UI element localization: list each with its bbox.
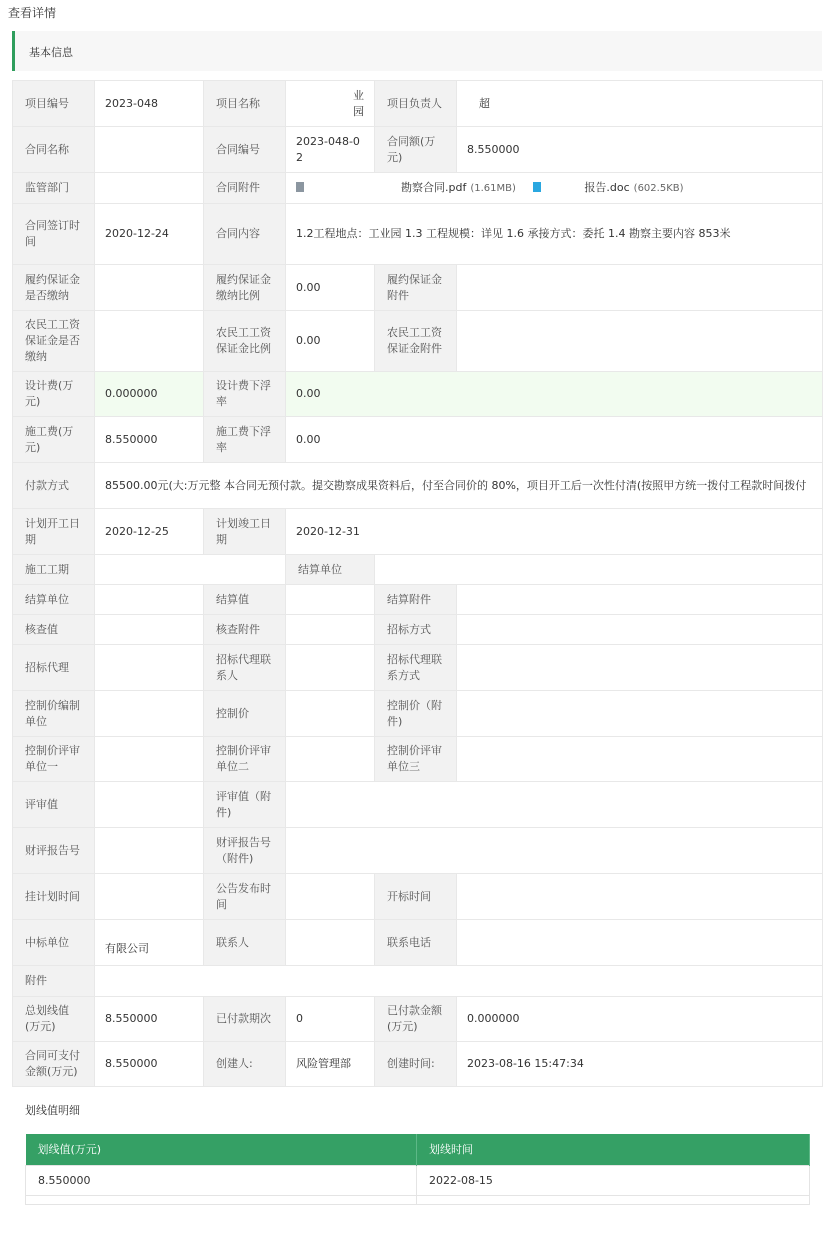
value-contract-attachments [286,173,823,204]
value-wage-bond-paid [95,311,204,372]
page-title: 查看详情 [8,6,57,20]
label-creator: 创建人: [204,1042,286,1087]
label-project-no: 项目编号 [13,81,95,127]
info-row [13,645,823,691]
value-project-leader: 超 [457,81,823,127]
value-audit-value [95,615,204,645]
value-review-value [95,782,204,828]
label-contact-person: 联系人 [204,920,286,966]
info-row [13,828,823,874]
value-announce-time [286,874,375,920]
value-control-price [286,691,375,737]
value-agent-contact [286,645,375,691]
value-bond-ratio: 0.00 [286,265,375,311]
label-bid-open-time: 开标时间 [375,874,457,920]
value-contact-person [286,920,375,966]
detail-cell-empty [417,1195,810,1204]
label-review-unit-2: 控制价评审单位二 [204,737,286,782]
table-row [26,1165,810,1195]
info-row [13,874,823,920]
label-settlement-attachment: 结算附件 [375,585,457,615]
value-control-price-unit [95,691,204,737]
value-construction-fee-rate: 0.00 [286,417,823,463]
info-row [13,555,823,585]
value-settlement-unit-b [375,555,823,585]
info-table [12,80,823,1087]
info-row [13,782,823,828]
value-paid-periods: 0 [286,997,375,1042]
label-wage-bond-ratio: 农民工工资保证金比例 [204,311,286,372]
detail-header-time: 划线时间 [417,1134,810,1165]
value-total-line-value: 8.550000 [95,997,204,1042]
label-audit-attachment: 核查附件 [204,615,286,645]
value-sign-date: 2020-12-24 [95,204,204,265]
label-total-line-value: 总划线值(万元) [13,997,95,1042]
label-control-price: 控制价 [204,691,286,737]
label-supervisor-dept: 监管部门 [13,173,95,204]
value-design-fee: 0.000000 [95,372,204,417]
label-project-leader: 项目负责人 [375,81,457,127]
info-row [13,463,823,509]
value-review-unit-2 [286,737,375,782]
label-bond-attachment: 履约保证金附件 [375,265,457,311]
label-design-fee: 设计费(万元) [13,372,95,417]
label-contact-phone: 联系电话 [375,920,457,966]
value-fin-report-attachment [286,828,823,874]
value-audit-attachment [286,615,375,645]
label-announce-time: 公告发布时间 [204,874,286,920]
label-review-value-attachment: 评审值（附件) [204,782,286,828]
label-design-fee-rate: 设计费下浮率 [204,372,286,417]
info-row [13,1042,823,1087]
detail-cell-empty [26,1195,417,1204]
label-planned-end: 计划竣工日期 [204,509,286,555]
value-contract-amount: 8.550000 [457,127,823,173]
label-fin-report-attachment: 财评报告号（附件) [204,828,286,874]
value-bond-paid [95,265,204,311]
label-planned-start: 计划开工日期 [13,509,95,555]
attachment-size: (1.61MB) [470,182,516,194]
attachment-name: 勘察合同.pdf [401,180,467,194]
value-review-value-attachment [286,782,823,828]
info-row [13,311,823,372]
value-payable-amount: 8.550000 [95,1042,204,1087]
info-row [13,372,823,417]
value-contract-name [95,127,204,173]
label-plan-time: 挂计划时间 [13,874,95,920]
value-settlement-value [286,585,375,615]
info-row [13,265,823,311]
attachment-doc[interactable] [533,180,683,197]
value-construction-period [95,555,286,585]
value-contract-no: 2023-048-02 [286,127,375,173]
label-agent-phone: 招标代理联系方式 [375,645,457,691]
label-settlement-unit: 结算单位 [13,585,95,615]
label-wage-bond-paid: 农民工工资保证金是否缴纳 [13,311,95,372]
attachment-pdf[interactable] [296,180,516,197]
label-wage-bond-attachment: 农民工工资保证金附件 [375,311,457,372]
value-winning-unit: 有限公司 [95,920,204,966]
label-contract-no: 合同编号 [204,127,286,173]
attachment-size: (602.5KB) [633,182,684,194]
label-construction-fee: 施工费(万元) [13,417,95,463]
value-review-unit-1 [95,737,204,782]
label-settlement-value: 结算值 [204,585,286,615]
section-header [12,31,822,71]
label-settlement-unit-b: 结算单位 [286,555,375,585]
label-construction-fee-rate: 施工费下浮率 [204,417,286,463]
value-planned-end: 2020-12-31 [286,509,823,555]
label-construction-period: 施工工期 [13,555,95,585]
value-created-time: 2023-08-16 15:47:34 [457,1042,823,1087]
info-row [13,737,823,782]
label-audit-value: 核查值 [13,615,95,645]
value-review-unit-3 [457,737,823,782]
value-bond-attachment [457,265,823,311]
label-paid-amount: 已付款金额(万元) [375,997,457,1042]
info-row [13,920,823,966]
info-row [13,81,823,127]
value-contact-phone [457,920,823,966]
info-row [13,997,823,1042]
info-row [13,691,823,737]
label-contract-content: 合同内容 [204,204,286,265]
value-wage-bond-ratio: 0.00 [286,311,375,372]
value-plan-time [95,874,204,920]
info-row [13,204,823,265]
value-settlement-unit [95,585,204,615]
label-contract-attachment: 合同附件 [204,173,286,204]
label-control-price-unit: 控制价编制单位 [13,691,95,737]
value-wage-bond-attachment [457,311,823,372]
value-construction-fee: 8.550000 [95,417,204,463]
value-attachment [95,966,823,997]
detail-cell-value: 8.550000 [26,1165,417,1195]
value-settlement-attachment [457,585,823,615]
info-row [13,615,823,645]
attachment-name: 报告.doc [584,180,630,194]
label-created-time: 创建时间: [375,1042,457,1087]
value-bidding-method [457,615,823,645]
label-bidding-agent: 招标代理 [13,645,95,691]
file-icon [533,182,541,192]
label-review-unit-3: 控制价评审单位三 [375,737,457,782]
value-creator: 风险管理部 [286,1042,375,1087]
label-sign-date: 合同签订时间 [13,204,95,265]
info-row [13,585,823,615]
value-project-no: 2023-048 [95,81,204,127]
label-project-name: 项目名称 [204,81,286,127]
detail-cell-time: 2022-08-15 [417,1165,810,1195]
value-contract-content: 1.2工程地点：工业园 1.3 工程规模：详见 1.6 承接方式：委托 1.4 勘察主要内容 853米 [286,204,823,265]
detail-header-value: 划线值(万元) [26,1134,417,1165]
label-fin-report-no: 财评报告号 [13,828,95,874]
value-agent-phone [457,645,823,691]
label-winning-unit: 中标单位 [13,920,95,966]
label-control-price-attachment: 控制价（附件) [375,691,457,737]
label-payable-amount: 合同可支付金额(万元) [13,1042,95,1087]
value-paid-amount: 0.000000 [457,997,823,1042]
label-bond-ratio: 履约保证金缴纳比例 [204,265,286,311]
detail-section-title: 划线值明细 [25,1104,80,1117]
info-row [13,966,823,997]
label-bond-paid: 履约保证金是否缴纳 [13,265,95,311]
info-row [13,417,823,463]
detail-header-row [26,1134,810,1165]
label-payment-method: 付款方式 [13,463,95,509]
value-design-fee-rate: 0.00 [286,372,823,417]
value-supervisor-dept [95,173,204,204]
file-icon [296,182,304,192]
label-attachment: 附件 [13,966,95,997]
value-fin-report-no [95,828,204,874]
label-review-value: 评审值 [13,782,95,828]
label-bidding-method: 招标方式 [375,615,457,645]
label-agent-contact: 招标代理联系人 [204,645,286,691]
label-contract-amount: 合同额(万元) [375,127,457,173]
section-title: 基本信息 [29,46,73,59]
value-project-name: 业 园 [286,81,375,127]
label-review-unit-1: 控制价评审单位一 [13,737,95,782]
value-control-price-attachment [457,691,823,737]
info-row [13,173,823,204]
value-bidding-agent [95,645,204,691]
value-bid-open-time [457,874,823,920]
info-row [13,509,823,555]
table-row-empty [26,1195,810,1204]
detail-table [25,1134,810,1205]
label-contract-name: 合同名称 [13,127,95,173]
label-paid-periods: 已付款期次 [204,997,286,1042]
info-row [13,127,823,173]
value-planned-start: 2020-12-25 [95,509,204,555]
value-payment-method: 85500.00元(大:万元整 本合同无预付款。提交勘察成果资料后，付至合同价的 80%，项目开工后一次性付清(按照甲方统一拨付工程款时间拨付 [95,463,823,509]
